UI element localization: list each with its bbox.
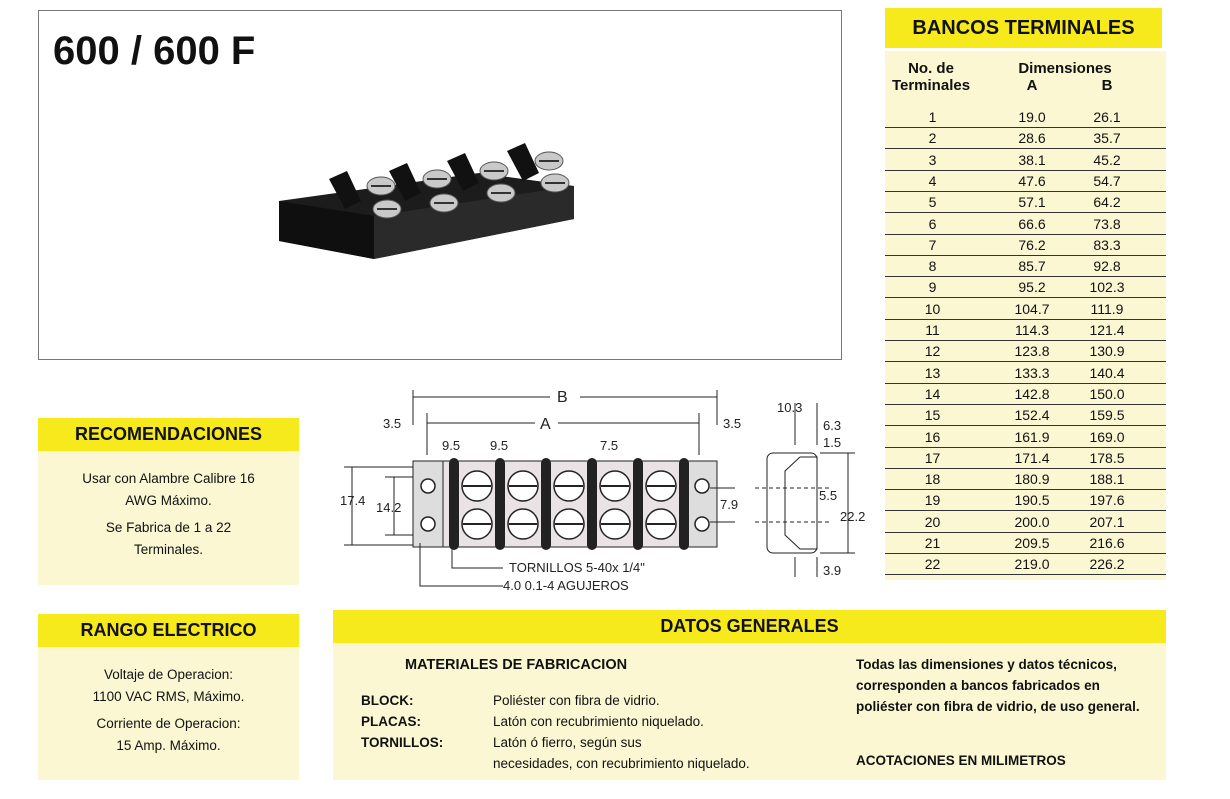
cell-dim-b: 83.3 [1093, 236, 1121, 253]
cell-dim-a: 19.0 [1018, 109, 1046, 125]
col-header-terminals-line1: No. de [908, 60, 954, 77]
cell-dim-a: 66.6 [1018, 215, 1046, 232]
dim-14-2: 14.2 [376, 500, 402, 515]
note-line-3: poliéster con fibra de vidrio, de uso general. [856, 699, 1140, 714]
cell-terminals: 12 [924, 343, 941, 360]
note-line-2: corresponden a bancos fabricados en [856, 678, 1100, 693]
cell-dim-a: 95.2 [1018, 279, 1046, 296]
table-row [885, 151, 1166, 171]
cell-terminals: 14 [924, 385, 941, 402]
recommendation-line-3: Se Fabrica de 1 a 22 [105, 520, 232, 535]
dim-1-5: 1.5 [823, 435, 842, 450]
table-row [885, 172, 1166, 192]
table-row [885, 385, 1166, 405]
cell-dim-b: 121.4 [1089, 322, 1125, 338]
table-row [885, 534, 1166, 554]
product-title: 600 / 600 F [53, 29, 256, 73]
product-photo-panel [38, 10, 842, 360]
dim-10-3: 10.3 [777, 400, 803, 415]
cell-dim-b: 35.7 [1093, 130, 1121, 147]
cell-terminals: 1 [928, 109, 937, 125]
range-line-3: Corriente de Operacion: [96, 716, 241, 731]
table-row [885, 321, 1166, 341]
recommendation-line-1: Usar con Alambre Calibre 16 [82, 471, 255, 486]
cell-dim-b: 111.9 [1090, 300, 1124, 317]
table-row [885, 129, 1166, 149]
cell-terminals: 10 [924, 300, 941, 317]
dim-9-5-second: 9.5 [490, 438, 509, 453]
table-heading: BANCOS TERMINALES [885, 8, 1162, 48]
cell-dim-b: 54.7 [1093, 172, 1121, 189]
dim-3-5-left: 3.5 [383, 416, 402, 431]
cell-terminals: 20 [924, 513, 941, 530]
dim-3-5-right: 3.5 [723, 416, 742, 431]
cell-terminals: 17 [924, 449, 941, 466]
dim-17-4: 17.4 [340, 493, 366, 508]
table-row [885, 193, 1166, 213]
table-row [885, 236, 1166, 256]
recommendations-heading: RECOMENDACIONES [38, 418, 299, 451]
electrical-range-panel [38, 647, 299, 780]
cell-dim-b: 169.0 [1089, 428, 1125, 445]
cell-dim-a: 180.9 [1014, 471, 1050, 488]
cell-dim-b: 150.0 [1089, 385, 1125, 402]
cell-dim-b: 178.5 [1089, 449, 1125, 466]
placas-value: Latón con recubrimiento niquelado. [493, 714, 704, 729]
table-row [885, 406, 1166, 426]
cell-dim-b: 26.1 [1093, 109, 1121, 125]
cell-dim-a: 209.5 [1014, 535, 1050, 551]
cell-dim-a: 38.1 [1018, 151, 1046, 168]
recommendation-line-2: AWG Máximo. [125, 493, 212, 508]
dimension-diagram [330, 385, 875, 597]
placas-label: PLACAS: [361, 714, 421, 729]
electrical-range-heading: RANGO ELECTRICO [38, 614, 299, 647]
cell-terminals: 13 [924, 364, 941, 381]
dim-9-5-first: 9.5 [442, 438, 461, 453]
table-row [885, 364, 1166, 384]
cell-dim-b: 92.8 [1093, 258, 1121, 275]
cell-terminals: 21 [924, 535, 941, 551]
cell-dim-a: 57.1 [1018, 194, 1046, 211]
cell-dim-a: 123.8 [1014, 343, 1050, 360]
cell-dim-a: 142.8 [1014, 385, 1050, 402]
table-row [885, 342, 1166, 362]
general-data-heading: DATOS GENERALES [333, 610, 1166, 643]
table-row [885, 491, 1166, 511]
range-line-1: Voltaje de Operacion: [103, 667, 234, 682]
cell-terminals: 11 [925, 322, 940, 338]
terminal-block-photo [269, 131, 589, 281]
table-row [885, 428, 1166, 448]
cell-dim-a: 161.9 [1014, 428, 1050, 445]
cell-dim-a: 171.4 [1014, 449, 1050, 466]
cell-terminals: 9 [928, 279, 937, 296]
table-row [885, 257, 1166, 277]
cell-terminals: 19 [924, 492, 941, 509]
cell-terminals: 16 [924, 428, 941, 445]
dim-3-9: 3.9 [823, 563, 842, 578]
note-line-1: Todas las dimensiones y datos técnicos, [856, 657, 1117, 672]
holes-spec: 4.0 0.1-4 AGUJEROS [503, 578, 629, 593]
cell-dim-b: 73.8 [1093, 215, 1121, 232]
table-row [885, 278, 1166, 298]
dim-label-b: B [557, 389, 568, 406]
cell-terminals: 22 [924, 556, 941, 573]
cell-dim-a: 200.0 [1014, 513, 1050, 530]
range-line-2: 1100 VAC RMS, Máximo. [92, 689, 245, 704]
cell-dim-a: 28.6 [1018, 130, 1046, 147]
cell-dim-b: 188.1 [1089, 471, 1125, 488]
general-data-panel [333, 643, 1166, 780]
cell-terminals: 18 [924, 471, 941, 488]
cell-dim-a: 152.4 [1014, 407, 1050, 424]
table-row [885, 108, 1166, 128]
table-row [885, 555, 1166, 575]
cell-dim-b: 226.2 [1089, 556, 1125, 573]
cell-dim-b: 197.6 [1089, 492, 1125, 509]
cell-terminals: 7 [928, 236, 937, 253]
recommendations-panel [38, 451, 299, 585]
cell-dim-a: 104.7 [1014, 300, 1050, 317]
recommendation-line-4: Terminales. [133, 542, 204, 557]
tornillos-value-line2: necesidades, con recubrimiento niquelado. [493, 756, 750, 771]
table-row [885, 449, 1166, 469]
dimensions-table [885, 51, 1166, 580]
col-header-a: A [1026, 77, 1038, 94]
col-header-dimensions: Dimensiones [1018, 60, 1112, 77]
cell-terminals: 15 [924, 407, 941, 424]
dim-6-3: 6.3 [823, 418, 842, 433]
cell-dim-b: 45.2 [1093, 151, 1121, 168]
block-value: Poliéster con fibra de vidrio. [493, 693, 660, 708]
dim-7-5: 7.5 [600, 438, 619, 453]
cell-dim-b: 64.2 [1093, 194, 1121, 211]
cell-dim-a: 76.2 [1018, 236, 1046, 253]
block-label: BLOCK: [361, 693, 414, 708]
dim-7-9: 7.9 [720, 497, 739, 512]
cell-dim-a: 133.3 [1014, 364, 1050, 381]
col-header-terminals [885, 60, 977, 94]
col-header-b: B [1101, 77, 1113, 94]
materials-heading: MATERIALES DE FABRICACION [405, 657, 628, 673]
cell-terminals: 4 [928, 172, 937, 189]
cell-terminals: 5 [928, 194, 937, 211]
cell-terminals: 6 [928, 215, 937, 232]
cell-dim-a: 47.6 [1018, 172, 1046, 189]
cell-dim-b: 207.1 [1089, 513, 1125, 530]
col-header-terminals-line2: Terminales [891, 77, 971, 94]
cell-dim-b: 130.9 [1089, 343, 1125, 360]
cell-dim-a: 85.7 [1018, 258, 1046, 275]
cell-terminals: 8 [928, 258, 937, 275]
tornillos-label: TORNILLOS: [361, 735, 444, 750]
cell-dim-a: 114.3 [1015, 322, 1049, 338]
table-row [885, 470, 1166, 490]
cell-dim-b: 102.3 [1089, 279, 1125, 296]
table-row [885, 300, 1166, 320]
cell-terminals: 2 [928, 130, 937, 147]
cell-dim-a: 219.0 [1014, 556, 1050, 573]
dim-5-5: 5.5 [819, 488, 838, 503]
cell-dim-a: 190.5 [1014, 492, 1050, 509]
units-note: ACOTACIONES EN MILIMETROS [856, 753, 1066, 768]
cell-dim-b: 140.4 [1089, 364, 1125, 381]
table-row [885, 215, 1166, 235]
dim-22-2: 22.2 [840, 509, 866, 524]
tornillos-value-line1: Latón ó fierro, según sus [493, 735, 642, 750]
cell-dim-b: 159.5 [1089, 407, 1125, 424]
cell-dim-b: 216.6 [1089, 535, 1125, 551]
range-line-4: 15 Amp. Máximo. [116, 738, 221, 753]
cell-terminals: 3 [928, 151, 937, 168]
screws-spec: TORNILLOS 5-40x 1/4" [509, 560, 645, 575]
dim-label-a: A [540, 416, 551, 433]
table-row [885, 513, 1166, 533]
